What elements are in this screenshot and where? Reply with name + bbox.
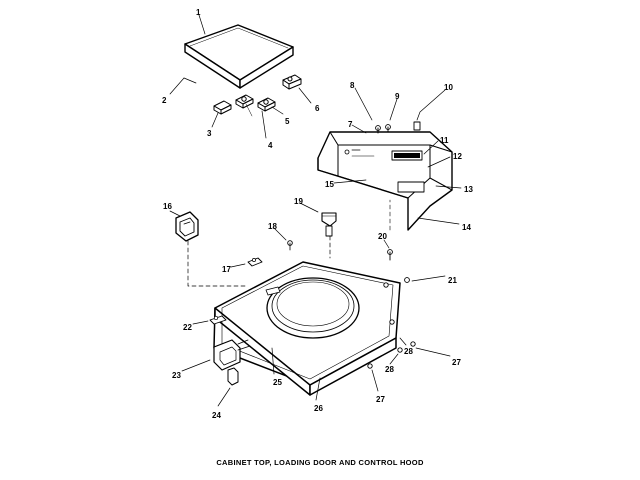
callout-number: 25 [273,378,282,387]
callout-number: 11 [440,136,449,145]
callout-number: 28 [404,347,413,356]
top-panel-fasteners [248,241,292,266]
callout-number: 1 [196,8,201,17]
callout-number: 19 [294,197,303,206]
callout-number: 20 [378,232,387,241]
callout-number: 13 [464,185,473,194]
callout-number: 22 [183,323,192,332]
callout-number: 18 [268,222,277,231]
door-latch-plunger [322,213,336,236]
callout-number: 12 [453,152,462,161]
callout-number: 3 [207,129,212,138]
callout-number: 10 [444,83,453,92]
callout-number: 6 [315,104,320,113]
cabinet-top-panel [214,262,409,395]
callout-number: 8 [350,81,355,90]
callout-number: 26 [314,404,323,413]
callout-number: 4 [268,141,273,150]
callout-number: 2 [162,96,167,105]
figure-caption: CABINET TOP, LOADING DOOR AND CONTROL HOOD [216,458,424,467]
callout-number: 9 [395,92,400,101]
lid-panel [185,25,293,88]
callout-number: 17 [222,265,231,274]
callout-number: 7 [348,120,353,129]
callout-number: 27 [376,395,385,404]
callout-number: 23 [172,371,181,380]
callout-number: 16 [163,202,172,211]
callout-number: 14 [462,223,471,232]
callout-number: 27 [452,358,461,367]
callout-number: 21 [448,276,457,285]
callout-number: 28 [385,365,394,374]
callout-number: 24 [212,411,221,420]
hinge-bracket [176,212,198,241]
lid-hinge-hardware [214,75,301,114]
callout-number: 15 [325,180,334,189]
callout-number: 5 [285,117,290,126]
hood-mount-screw [388,250,393,260]
